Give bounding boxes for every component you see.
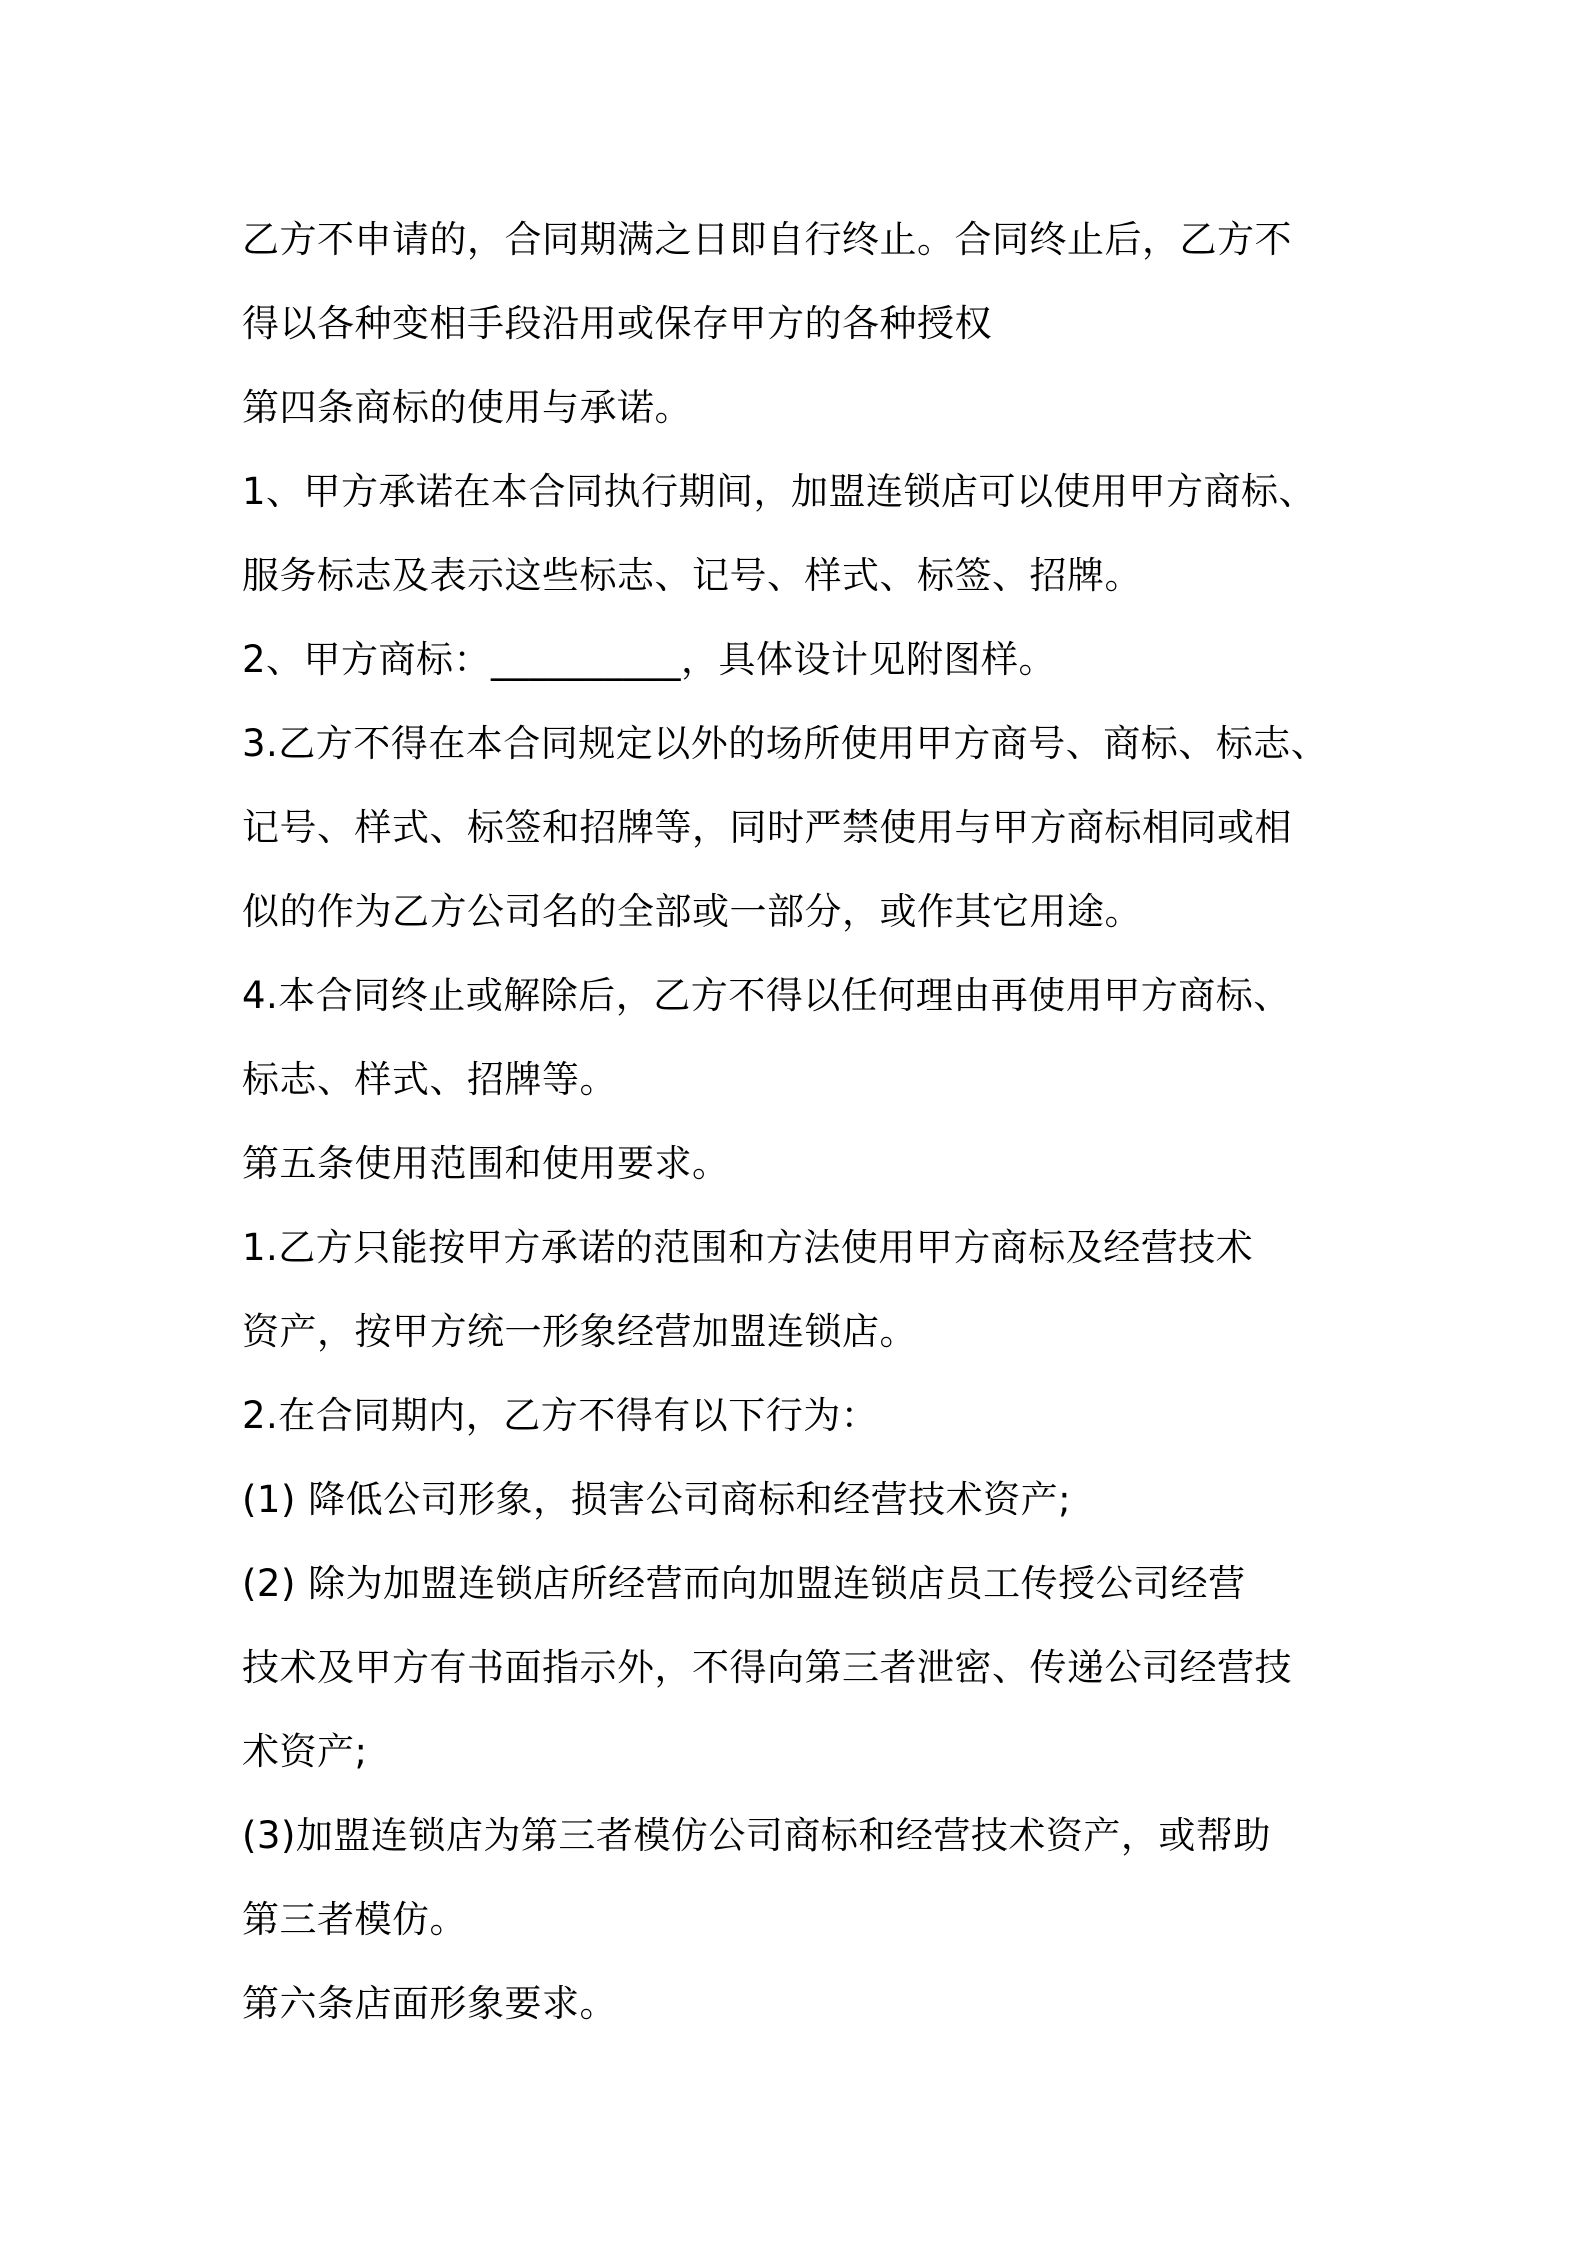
text-line: (1) 降低公司形象，损害公司商标和经营技术资产; bbox=[242, 1478, 1072, 1521]
section-heading: 第五条使用范围和使用要求。 bbox=[242, 1142, 730, 1185]
text-line: 似的作为乙方公司名的全部或一部分，或作其它用途。 bbox=[242, 890, 1142, 933]
section-heading: 第四条商标的使用与承诺。 bbox=[242, 386, 692, 429]
document-body bbox=[242, 198, 1382, 2046]
text-line: 第三者模仿。 bbox=[242, 1898, 467, 1941]
text-line: 1.乙方只能按甲方承诺的范围和方法使用甲方商标及经营技术 bbox=[242, 1226, 1254, 1269]
text-line: 记号、样式、标签和招牌等，同时严禁使用与甲方商标相同或相 bbox=[242, 806, 1292, 849]
text-line: 资产，按甲方统一形象经营加盟连锁店。 bbox=[242, 1310, 917, 1353]
text-line: 技术及甲方有书面指示外，不得向第三者泄密、传递公司经营技 bbox=[242, 1646, 1292, 1689]
section-heading: 第六条店面形象要求。 bbox=[242, 1982, 617, 2025]
text-line: 服务标志及表示这些标志、记号、样式、标签、招牌。 bbox=[242, 554, 1142, 597]
text-line: (2) 除为加盟连锁店所经营而向加盟连锁店员工传授公司经营 bbox=[242, 1562, 1246, 1605]
text-line: 乙方不申请的，合同期满之日即自行终止。合同终止后，乙方不 bbox=[242, 218, 1292, 261]
text-line: 得以各种变相手段沿用或保存甲方的各种授权 bbox=[242, 302, 992, 345]
text-line: 3.乙方不得在本合同规定以外的场所使用甲方商号、商标、标志、 bbox=[242, 722, 1329, 765]
text-line: 术资产; bbox=[242, 1730, 368, 1773]
text-line: 4.本合同终止或解除后，乙方不得以任何理由再使用甲方商标、 bbox=[242, 974, 1291, 1017]
text-line: 1、甲方承诺在本合同执行期间，加盟连锁店可以使用甲方商标、 bbox=[242, 470, 1317, 513]
text-line: 2.在合同期内，乙方不得有以下行为： bbox=[242, 1394, 879, 1437]
text-line: 2、甲方商标：__________，具体设计见附图样。 bbox=[242, 638, 1057, 681]
text-line: 标志、样式、招牌等。 bbox=[242, 1058, 617, 1101]
text-line: (3)加盟连锁店为第三者模仿公司商标和经营技术资产，或帮助 bbox=[242, 1814, 1271, 1857]
